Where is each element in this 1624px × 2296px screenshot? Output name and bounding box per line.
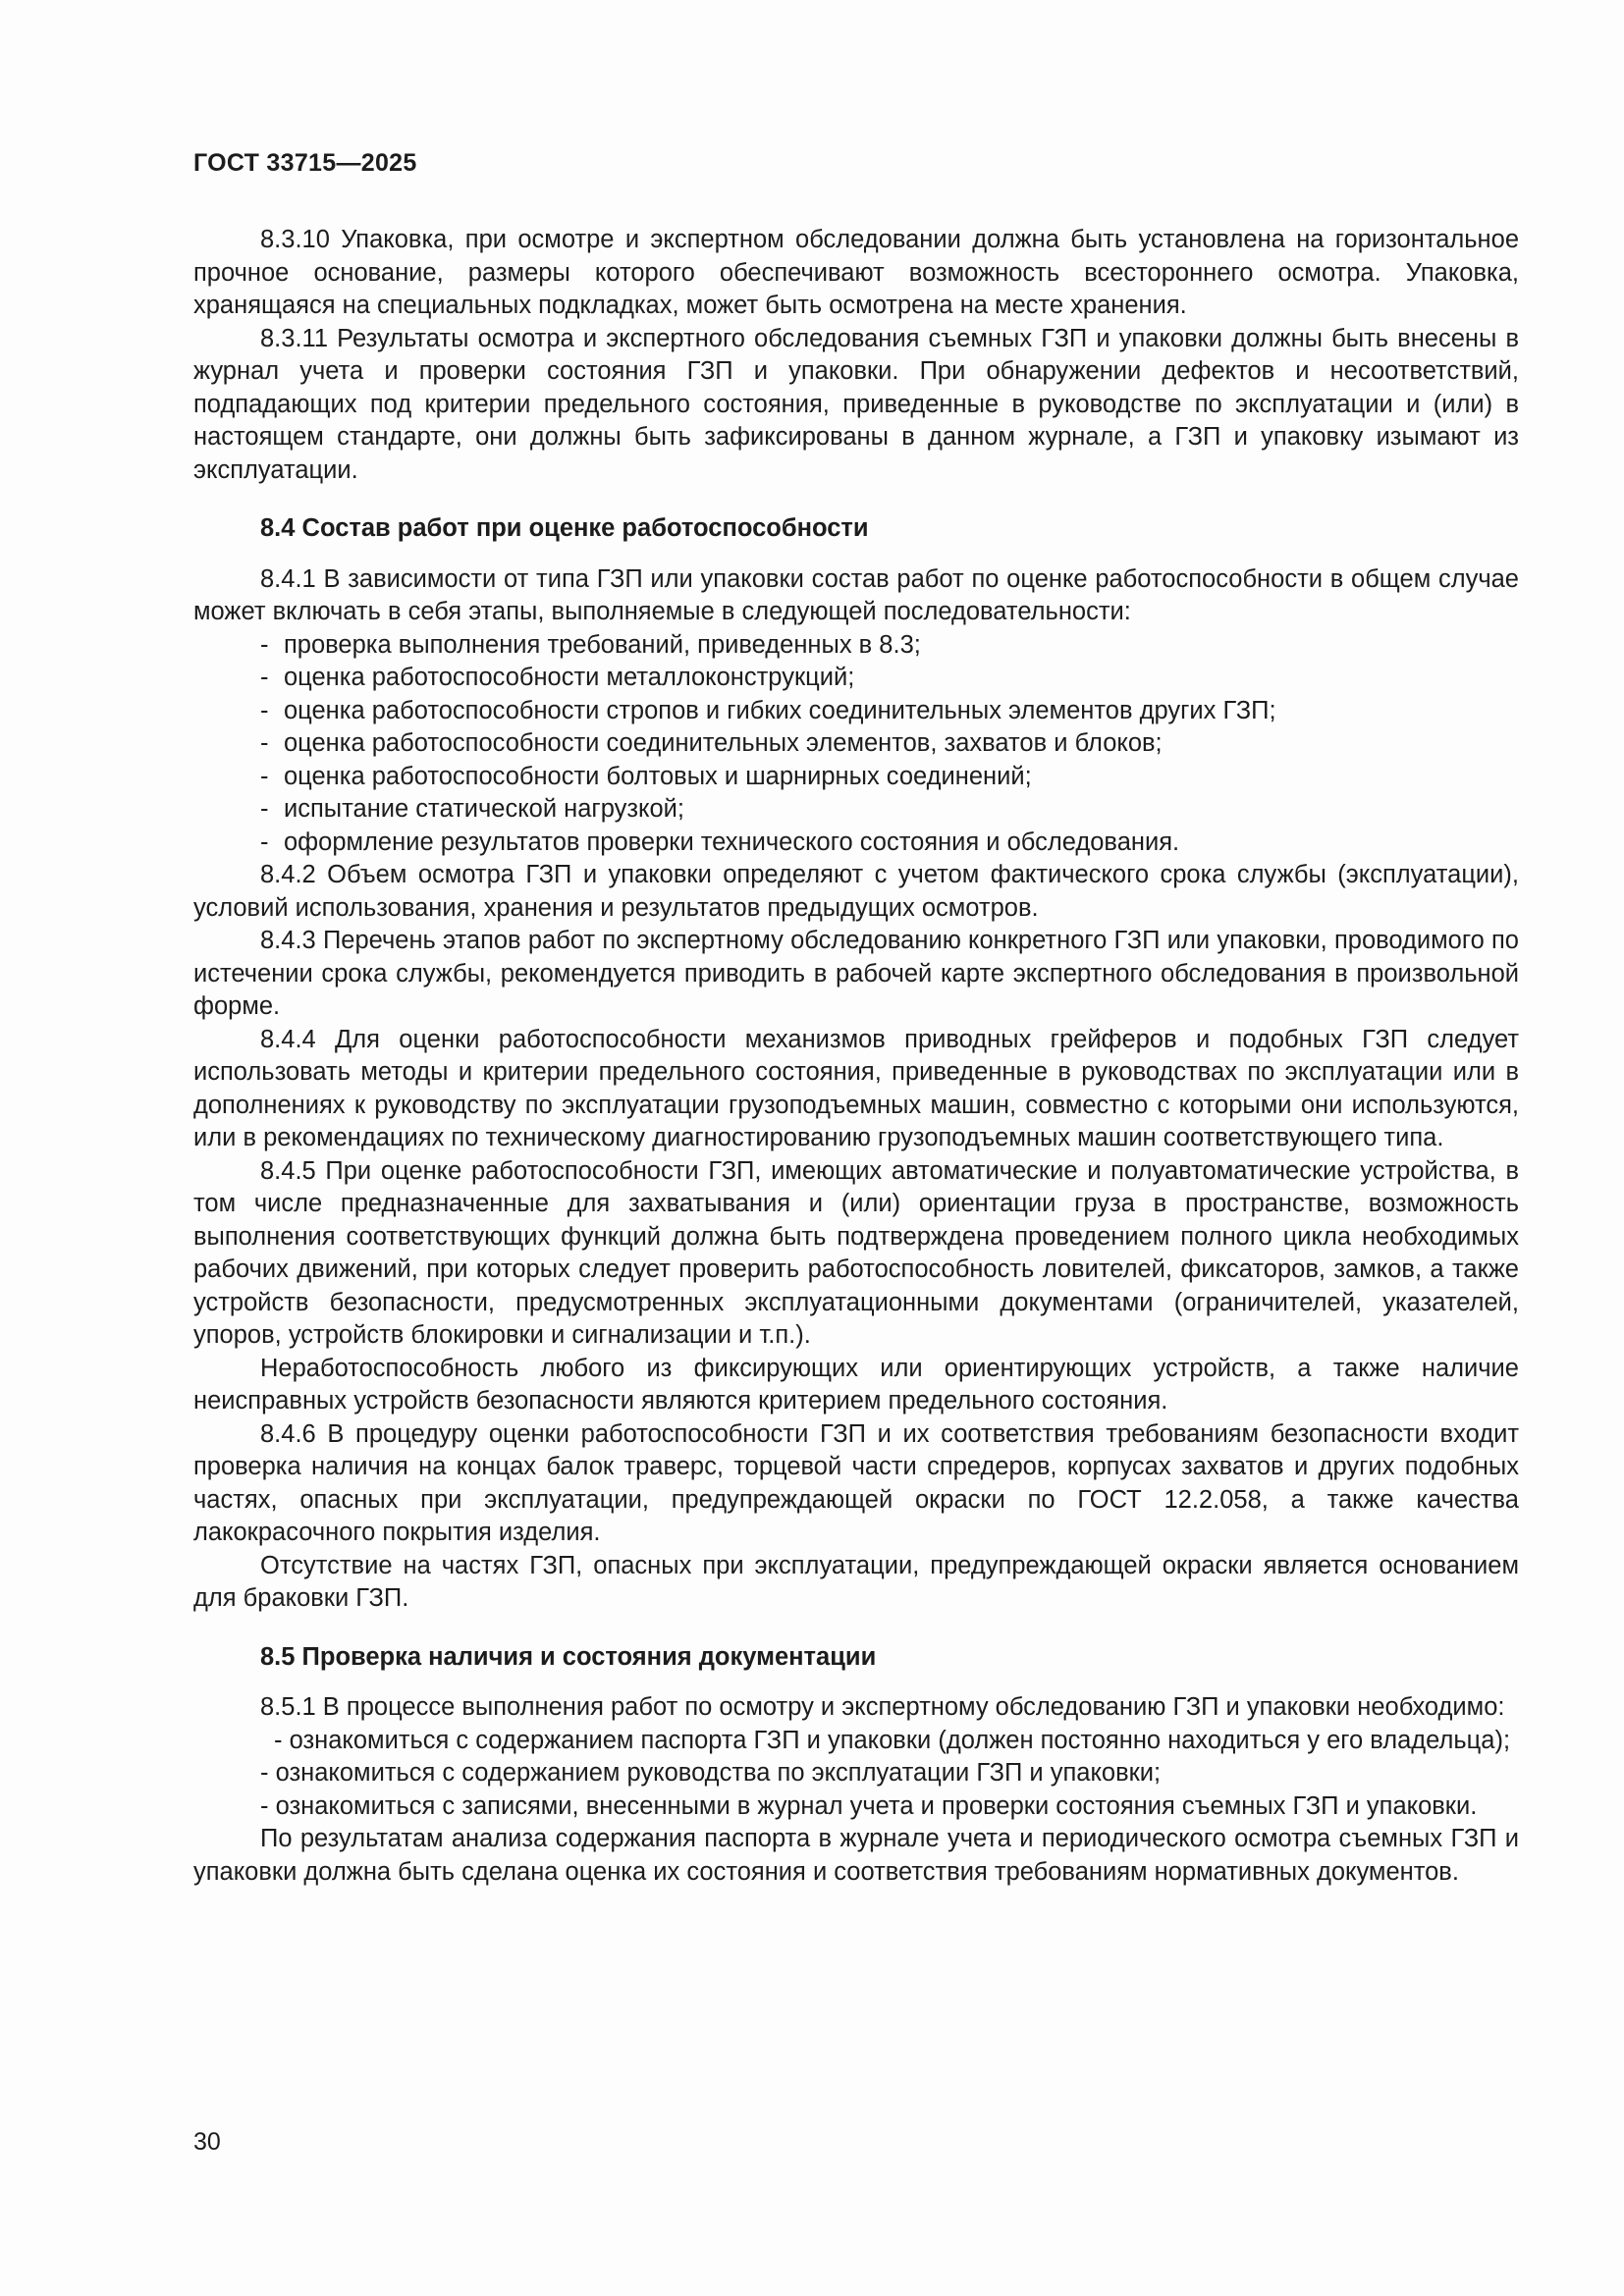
paragraph-8-3-10: 8.3.10 Упаковка, при осмотре и экспертном обследовании должна быть установлена на горизонтальное прочное основание, размеры которого обеспечивают возможность всестороннего осмотра. Упаковка, хранящаяся на специальных подкладках, может быть осмотрена на месте хранения. [193, 226, 1519, 319]
page-number: 30 [193, 2128, 221, 2156]
paragraph-8-4-1: 8.4.1 В зависимости от типа ГЗП или упаковки состав работ по оценке работоспособности в общем случае может включать в себя этапы, выполняемые в следующей последовательности: [193, 564, 1519, 625]
list-item: - ознакомиться с записями, внесенными в журнал учета и проверки состояния съемных ГЗП и упаковки. [260, 1791, 1478, 1820]
document-id-header: ГОСТ 33715—2025 [193, 149, 417, 177]
paragraph-8-4-6-note: Отсутствие на частях ГЗП, опасных при эксплуатации, предупреждающей окраски является основанием для браковки ГЗП. [193, 1551, 1519, 1612]
paragraph-8-3-11: 8.3.11 Результаты осмотра и экспертного обследования съемных ГЗП и упаковки должны быть внесены в журнал учета и проверки состояния ГЗП и упаковки. При обнаружении дефектов и несоответствий, подпадающих под критерии предельного состояния, приведенные в руководстве по эксплуатации и (или) в настоящем стандарте, они должны быть зафиксированы в данном журнале, а ГЗП и упаковку изымают из эксплуатации. [193, 324, 1519, 484]
page-content [193, 224, 1519, 1889]
paragraph-8-4-2: 8.4.2 Объем осмотра ГЗП и упаковки определяют с учетом фактического срока службы (эксплуатации), условий использования, хранения и результатов предыдущих осмотров. [193, 861, 1519, 922]
list-item: - ознакомиться с содержанием руководства по эксплуатации ГЗП и упаковки; [260, 1759, 1162, 1787]
paragraph-8-4-3: 8.4.3 Перечень этапов работ по экспертному обследованию конкретного ГЗП или упаковки, проводимого по истечении срока службы, рекомендуется приводить в рабочей карте экспертного обследования в произвольной форме. [193, 927, 1519, 1020]
list-item: - оценка работоспособности металлоконструкций; [260, 664, 855, 691]
paragraph-8-4-6: 8.4.6 В процедуру оценки работоспособности ГЗП и их соответствия требованиям безопасности входит проверка наличия на концах балок траверс, торцевой части спредеров, корпусах захватов и других подобных частях, опасных при эксплуатации, предупреждающей окраски по ГОСТ 12.2.058, а также качества лакокрасочного покрытия изделия. [193, 1419, 1519, 1546]
paragraph-8-4-5: 8.4.5 При оценке работоспособности ГЗП, имеющих автоматические и полуавтоматические устройства, в том числе предназначенные для захватывания и (или) ориентации груза в пространстве, возможность выполнения соответствующих функций должна быть подтверждена проведением полного цикла необходимых рабочих движений, при которых следует проверить работоспособность ловителей, фиксаторов, замков, а также устройств безопасности, предусмотренных эксплуатационными документами (ограничителей, указателей, упоров, устройств блокировки и сигнализации и т.п.). [193, 1156, 1519, 1349]
list-item: - оценка работоспособности соединительных элементов, захватов и блоков; [260, 729, 1163, 757]
list-item: - испытание статической нагрузкой; [260, 795, 685, 823]
list-item: - оценка работоспособности болтовых и шарнирных соединений; [260, 762, 1032, 790]
list-item: - ознакомиться с содержанием паспорта ГЗП и упаковки (должен постоянно находиться у его владельца); [274, 1726, 1511, 1754]
section-heading-8-5: 8.5 Проверка наличия и состояния документации [260, 1642, 877, 1671]
paragraph-8-4-5-note: Неработоспособность любого из фиксирующих или ориентирующих устройств, а также наличие неисправных устройств безопасности являются критерием предельного состояния. [193, 1354, 1519, 1415]
paragraph-8-4-4: 8.4.4 Для оценки работоспособности механизмов приводных грейферов и подобных ГЗП следует использовать методы и критерии предельного состояния, приведенные в руководствах по эксплуатации или в дополнениях к руководству по эксплуатации грузоподъемных машин, совместно с которыми они используются, или в рекомендациях по техническому диагностированию грузоподъемных машин соответствующего типа. [193, 1025, 1519, 1151]
list-item: - оценка работоспособности стропов и гибких соединительных элементов других ГЗП; [260, 696, 1276, 724]
paragraph-8-5-closing: По результатам анализа содержания паспорта в журнале учета и периодического осмотра съемных ГЗП и упаковки должна быть сделана оценка их состояния и соответствия требованиям нормативных документов. [193, 1825, 1519, 1886]
list-item: - оформление результатов проверки технического состояния и обследования. [260, 828, 1180, 856]
paragraph-8-5-1: 8.5.1 В процессе выполнения работ по осмотру и экспертному обследованию ГЗП и упаковки необходимо: [260, 1693, 1505, 1721]
work-stages-list [193, 629, 1519, 860]
list-item: - проверка выполнения требований, приведенных в 8.3; [260, 630, 921, 659]
section-heading-8-4: 8.4 Состав работ при оценке работоспособности [260, 514, 869, 542]
